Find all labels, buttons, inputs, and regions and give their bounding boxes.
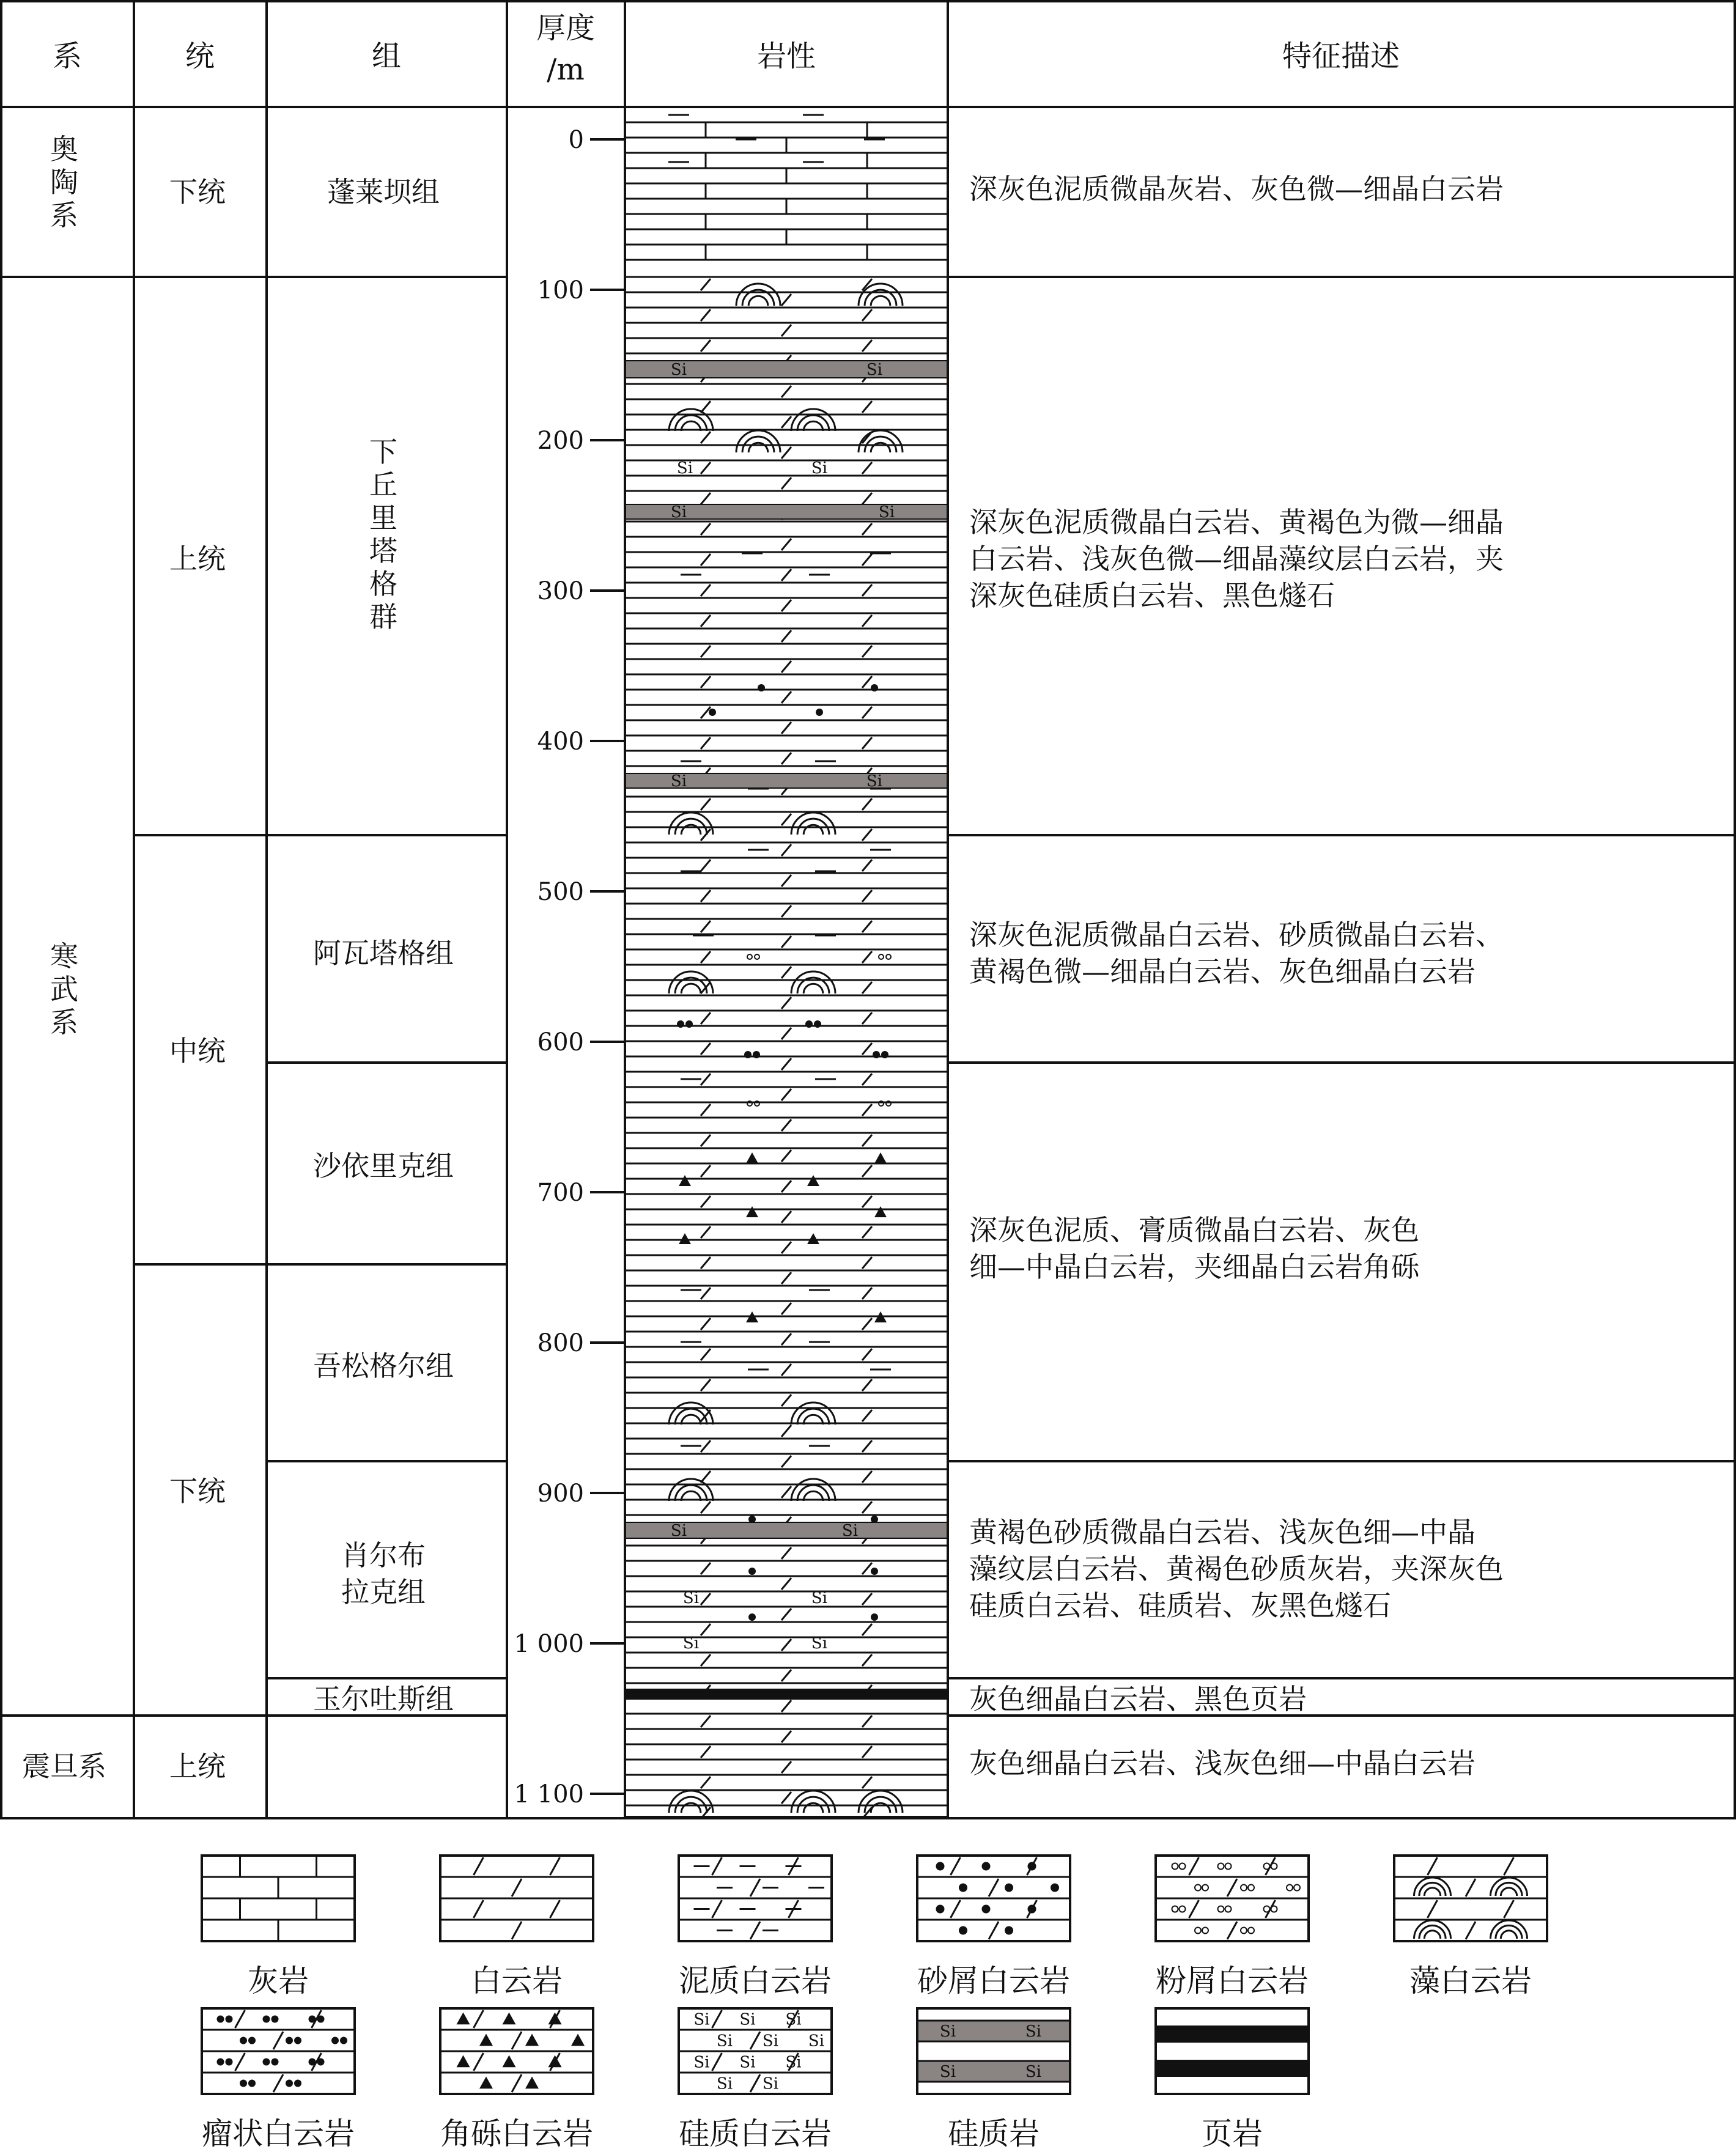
lithology-silty-marks xyxy=(747,954,891,1106)
series-column xyxy=(169,175,226,1783)
svg-text:Si: Si xyxy=(670,1522,687,1540)
legend-item-dolomite xyxy=(440,1856,593,1999)
group-xiaqiulitage-4: 塔 xyxy=(369,534,397,567)
svg-text:Si: Si xyxy=(808,2032,825,2051)
legend-swatch-silty-dolomite xyxy=(1156,1856,1309,1941)
legend-label: 藻白云岩 xyxy=(1409,1963,1532,1999)
legend-swatch-siliceous-dolomite xyxy=(679,2008,832,2094)
legend-item-algal-dolomite xyxy=(1394,1856,1547,1999)
header-thickness-unit: /m xyxy=(547,53,585,87)
group-xiaoerbulake-2: 拉克组 xyxy=(341,1576,426,1609)
svg-text:Si: Si xyxy=(866,361,883,379)
group-wusonggeer: 吾松格尔组 xyxy=(313,1349,454,1382)
legend-label: 硅质岩 xyxy=(948,2116,1040,2149)
svg-text:Si: Si xyxy=(785,2053,802,2072)
legend-label: 泥质白云岩 xyxy=(679,1963,832,1999)
thickness-tick-label: 200 xyxy=(537,427,584,455)
svg-text:Si: Si xyxy=(939,2022,956,2041)
header-lithology: 岩性 xyxy=(756,39,816,73)
description-xiaoerbulake-3: 硅质白云岩、硅质岩、灰黑色燧石 xyxy=(969,1589,1391,1622)
header-series: 统 xyxy=(185,39,215,73)
series-ordovician-lower: 下统 xyxy=(169,175,226,208)
legend-swatch-dolomite xyxy=(440,1856,593,1941)
description-xiaoerbulake-1: 黄褐色砂质微晶白云岩、浅灰色细—中晶 xyxy=(969,1516,1476,1549)
group-awatage: 阿瓦塔格组 xyxy=(313,937,454,970)
group-yuertusi: 玉尔吐斯组 xyxy=(313,1683,454,1716)
svg-text:Si: Si xyxy=(716,2074,733,2093)
legend-label: 角砾白云岩 xyxy=(440,2116,593,2149)
thickness-tick-label: 600 xyxy=(537,1028,584,1056)
legend-label: 页岩 xyxy=(1202,2116,1263,2149)
description-xiaqiulitage-2: 白云岩、浅灰色微—细晶藻纹层白云岩，夹 xyxy=(969,542,1504,575)
svg-text:Si: Si xyxy=(1025,2063,1042,2081)
group-penglaiba: 蓬莱坝组 xyxy=(327,175,440,208)
description-xiaoerbulake-2: 藻纹层白云岩、黄褐色砂质灰岩，夹深灰色 xyxy=(969,1552,1504,1585)
description-yuertusi: 灰色细晶白云岩、黑色页岩 xyxy=(969,1683,1307,1716)
svg-text:Si: Si xyxy=(670,361,687,379)
legend-label: 硅质白云岩 xyxy=(679,2116,832,2149)
series-cambrian-middle: 中统 xyxy=(169,1034,226,1067)
legend-item-limestone xyxy=(202,1856,355,1999)
legend-swatch-argillaceous-dolomite xyxy=(679,1856,832,1941)
legend-label: 白云岩 xyxy=(471,1963,563,1999)
legend-label: 瘤状白云岩 xyxy=(202,2116,355,2149)
svg-text:Si: Si xyxy=(811,1634,828,1653)
legend-swatch-shale xyxy=(1156,2008,1309,2094)
series-cambrian-lower: 下统 xyxy=(169,1475,226,1508)
legend-swatch-chert xyxy=(917,2008,1070,2094)
svg-text:Si: Si xyxy=(693,2053,710,2072)
legend-swatch-breccia-dolomite xyxy=(440,2008,593,2094)
svg-text:Si: Si xyxy=(670,772,687,791)
description-shayilike-1: 深灰色泥质、膏质微晶白云岩、灰色 xyxy=(969,1214,1419,1247)
system-cambrian-2: 武 xyxy=(50,973,78,1006)
svg-text:Si: Si xyxy=(762,2032,779,2051)
system-sinian: 震旦系 xyxy=(22,1750,106,1783)
svg-text:Si: Si xyxy=(1025,2022,1042,2041)
svg-text:Si: Si xyxy=(762,2074,779,2093)
series-sinian-upper: 上统 xyxy=(169,1750,226,1783)
svg-text:Si: Si xyxy=(878,503,895,522)
thickness-tick-label: 0 xyxy=(568,126,584,154)
legend-swatch-algal-dolomite xyxy=(1394,1856,1547,1941)
description-penglaiba: 深灰色泥质微晶灰岩、灰色微—细晶白云岩 xyxy=(969,172,1504,205)
thickness-tick-label: 800 xyxy=(537,1329,584,1357)
system-cambrian-3: 系 xyxy=(50,1006,78,1039)
table-header xyxy=(53,11,1400,87)
svg-text:Si: Si xyxy=(716,2032,733,2051)
system-ordovician-2: 陶 xyxy=(50,166,78,199)
description-awatage-2: 黄褐色微—细晶白云岩、灰色细晶白云岩 xyxy=(969,955,1476,988)
legend-swatch-limestone xyxy=(202,1856,355,1941)
group-xiaqiulitage-6: 群 xyxy=(369,600,397,633)
header-system: 系 xyxy=(52,39,83,73)
svg-text:Si: Si xyxy=(866,772,883,791)
legend-item-breccia-dolomite xyxy=(440,2008,593,2149)
svg-text:Si: Si xyxy=(811,1589,828,1607)
legend-item-chert xyxy=(917,2008,1070,2149)
description-awatage-1: 深灰色泥质微晶白云岩、砂质微晶白云岩、 xyxy=(969,918,1504,951)
legend-item-silty-dolomite xyxy=(1156,1856,1309,1999)
thickness-tick-label: 900 xyxy=(537,1480,584,1508)
thickness-axis xyxy=(514,126,625,1808)
svg-text:Si: Si xyxy=(939,2063,956,2081)
group-xiaoerbulake-1: 肖尔布 xyxy=(341,1539,426,1572)
series-cambrian-upper: 上统 xyxy=(169,542,226,575)
group-shayilike: 沙依里克组 xyxy=(313,1149,454,1182)
svg-text:Si: Si xyxy=(682,1634,700,1653)
group-xiaqiulitage-2: 丘 xyxy=(369,468,397,501)
lithology-shale-band xyxy=(625,1689,948,1700)
description-sinian: 灰色细晶白云岩、浅灰色细—中晶白云岩 xyxy=(969,1747,1476,1780)
lithology-column xyxy=(625,107,948,1819)
svg-text:Si: Si xyxy=(785,2010,802,2029)
legend-item-argillaceous-dolomite xyxy=(679,1856,832,1999)
legend-item-siliceous-dolomite xyxy=(679,2008,832,2149)
svg-text:Si: Si xyxy=(693,2010,710,2029)
group-xiaqiulitage-1: 下 xyxy=(369,435,397,468)
legend-item-nodular-dolomite xyxy=(202,2008,355,2149)
svg-text:Si: Si xyxy=(811,459,828,477)
legend-label: 灰岩 xyxy=(248,1963,309,1999)
group-xiaqiulitage-5: 格 xyxy=(369,567,397,600)
thickness-tick-label: 1 100 xyxy=(514,1780,584,1808)
thickness-tick-label: 300 xyxy=(537,577,584,605)
thickness-tick-label: 500 xyxy=(537,878,584,906)
thickness-tick-label: 400 xyxy=(537,728,584,756)
description-column xyxy=(969,172,1504,1780)
svg-text:Si: Si xyxy=(670,503,687,522)
svg-text:Si: Si xyxy=(739,2010,756,2029)
description-xiaqiulitage-3: 深灰色硅质白云岩、黑色燧石 xyxy=(969,579,1335,612)
system-ordovician-1: 奥 xyxy=(50,133,78,166)
header-description: 特征描述 xyxy=(1282,39,1400,73)
system-column xyxy=(22,133,106,1783)
svg-text:Si: Si xyxy=(676,459,693,477)
thickness-tick-label: 1 000 xyxy=(514,1630,584,1658)
legend-label: 粉屑白云岩 xyxy=(1156,1963,1309,1999)
group-column xyxy=(313,175,454,1716)
legend-label: 砂屑白云岩 xyxy=(917,1963,1070,1999)
thickness-tick-label: 100 xyxy=(537,276,584,304)
svg-text:Si: Si xyxy=(739,2053,756,2072)
legend-item-sandy-dolomite xyxy=(917,1856,1070,1999)
svg-text:Si: Si xyxy=(682,1589,700,1607)
legend-item-shale xyxy=(1156,2008,1309,2149)
system-cambrian-1: 寒 xyxy=(50,940,78,973)
description-xiaqiulitage-1: 深灰色泥质微晶白云岩、黄褐色为微—细晶 xyxy=(969,506,1504,539)
legend-swatch-nodular-dolomite xyxy=(202,2008,355,2094)
group-xiaqiulitage-3: 里 xyxy=(369,501,397,534)
header-group: 组 xyxy=(371,39,402,73)
system-ordovician-3: 系 xyxy=(50,199,78,232)
header-thickness: 厚度 xyxy=(536,11,596,45)
thickness-tick-label: 700 xyxy=(537,1179,584,1207)
svg-text:Si: Si xyxy=(841,1522,859,1540)
legend-swatch-sandy-dolomite xyxy=(917,1856,1070,1941)
lithology-limestone-top xyxy=(625,122,948,260)
description-shayilike-2: 细—中晶白云岩，夹细晶白云岩角砾 xyxy=(969,1250,1419,1283)
legend xyxy=(202,1856,1547,2149)
